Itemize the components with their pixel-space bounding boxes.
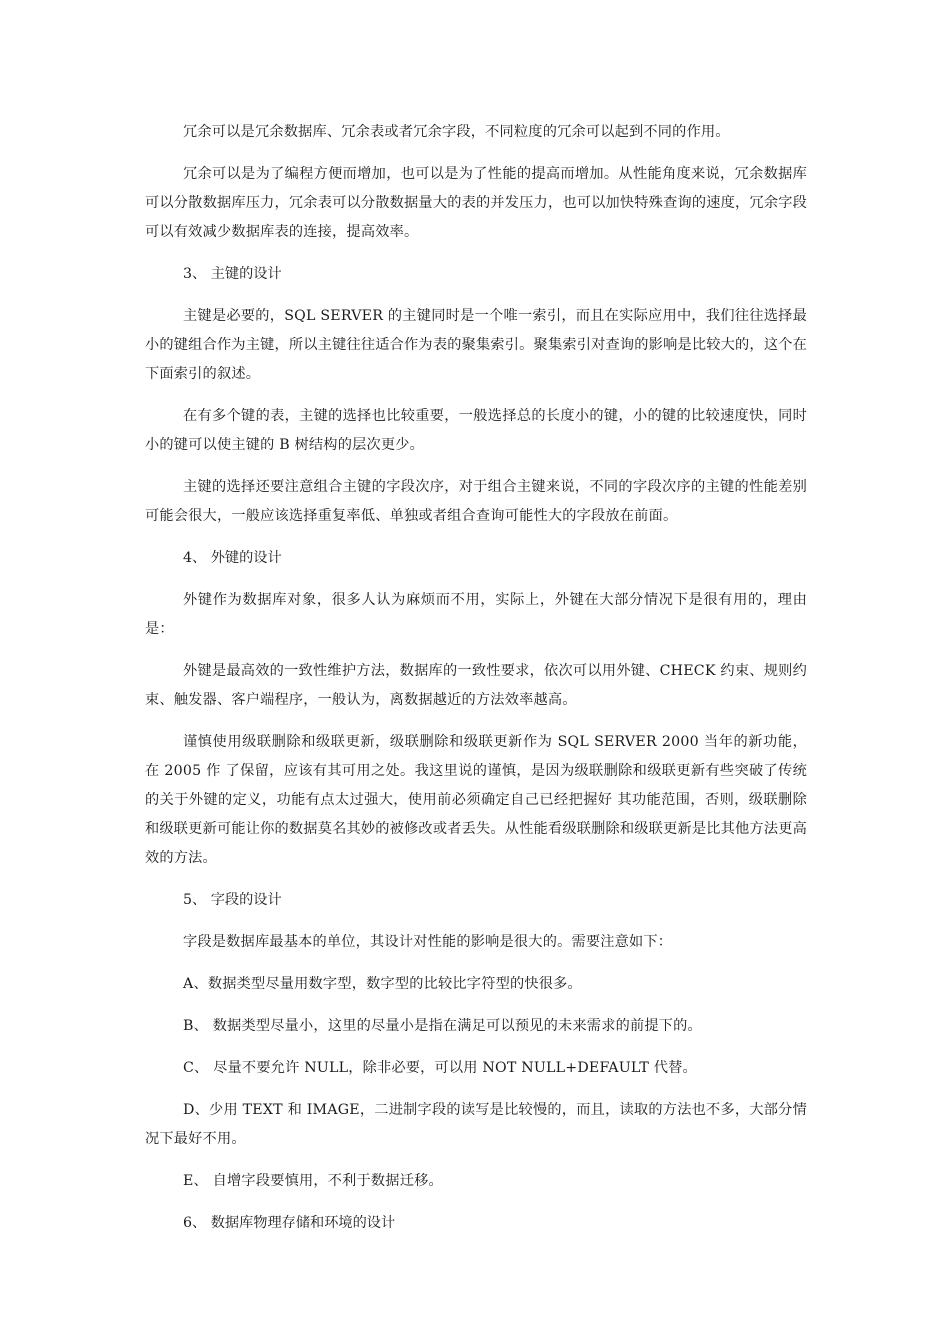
document-page [145, 118, 807, 1251]
heading-field-design: 5、 字段的设计 [183, 892, 282, 908]
paragraph-foreign-key-intro: 外键作为数据库对象，很多人认为麻烦而不用，实际上，外键在大部分情况下是很有用的，理由是： [145, 592, 807, 637]
list-item-e: E、 自增字段要慎用，不利于数据迁移。 [183, 1173, 443, 1189]
paragraph-foreign-key-efficiency: 外键是最高效的一致性维护方法，数据库的一致性要求，依次可以用外键、CHECK 约束、规则约束、触发器、客户端程序，一般认为，离数据越近的方法效率越高。 [145, 663, 807, 708]
heading-foreign-key-design: 4、 外键的设计 [183, 550, 282, 566]
heading-primary-key-design: 3、 主键的设计 [183, 266, 282, 282]
list-item-d: D、少用 TEXT 和 IMAGE，二进制字段的读写是比较慢的，而且，读取的方法也不多，大部分情况下最好不用。 [145, 1102, 807, 1147]
paragraph-field-intro: 字段是数据库最基本的单位，其设计对性能的影响是很大的。需要注意如下： [183, 934, 673, 950]
paragraph-primary-key-multiple: 在有多个键的表，主键的选择也比较重要，一般选择总的长度小的键，小的键的比较速度快，同时小的键可以使主键的 B 树结构的层次更少。 [145, 408, 807, 453]
heading-physical-storage: 6、 数据库物理存储和环境的设计 [183, 1215, 396, 1231]
paragraph-redundancy-granularity: 冗余可以是冗余数据库、冗余表或者冗余字段，不同粒度的冗余可以起到不同的作用。 [183, 124, 730, 140]
list-item-a: A、数据类型尽量用数字型，数字型的比较比字符型的快很多。 [183, 976, 582, 992]
paragraph-primary-key-order: 主键的选择还要注意组合主键的字段次序，对于组合主键来说，不同的字段次序的主键的性能差别可能会很大，一般应该选择重复率低、单独或者组合查询可能性大的字段放在前面。 [145, 479, 807, 524]
paragraph-primary-key-necessary: 主键是必要的，SQL SERVER 的主键同时是一个唯一索引，而且在实际应用中，我们往往选择最小的键组合作为主键，所以主键往往适合作为表的聚集索引。聚集索引对查询的影响是比较大的，这个在下面索引的叙述。 [145, 308, 807, 382]
paragraph-redundancy-purpose: 冗余可以是为了编程方便而增加，也可以是为了性能的提高而增加。从性能角度来说，冗余数据库可以分散数据库压力，冗余表可以分散数据量大的表的并发压力，也可以加快特殊查询的速度，冗余字段可以有效减少数据库表的连接，提高效率。 [145, 166, 807, 240]
list-item-b: B、 数据类型尽量小，这里的尽量小是指在满足可以预见的未来需求的前提下的。 [183, 1018, 702, 1034]
paragraph-cascade: 谨慎使用级联删除和级联更新，级联删除和级联更新作为 SQL SERVER 2000 当年的新功能，在 2005 作 了保留，应该有其可用之处。我这里说的谨慎，是因为级联删除和级联更新有些突破了传统的关于外键的定义，功能有点太过强大，使用前必须确定自己已经把握好 其功能范围，否则，级联删除和级联更新可能让你的数据莫名其妙的被修改或者丢失。从性能看级联删除和级联更新是比其他方法更高效的方法。 [145, 734, 807, 866]
list-item-c: C、 尽量不要允许 NULL，除非必要，可以用 NOT NULL+DEFAULT 代替。 [183, 1060, 697, 1076]
